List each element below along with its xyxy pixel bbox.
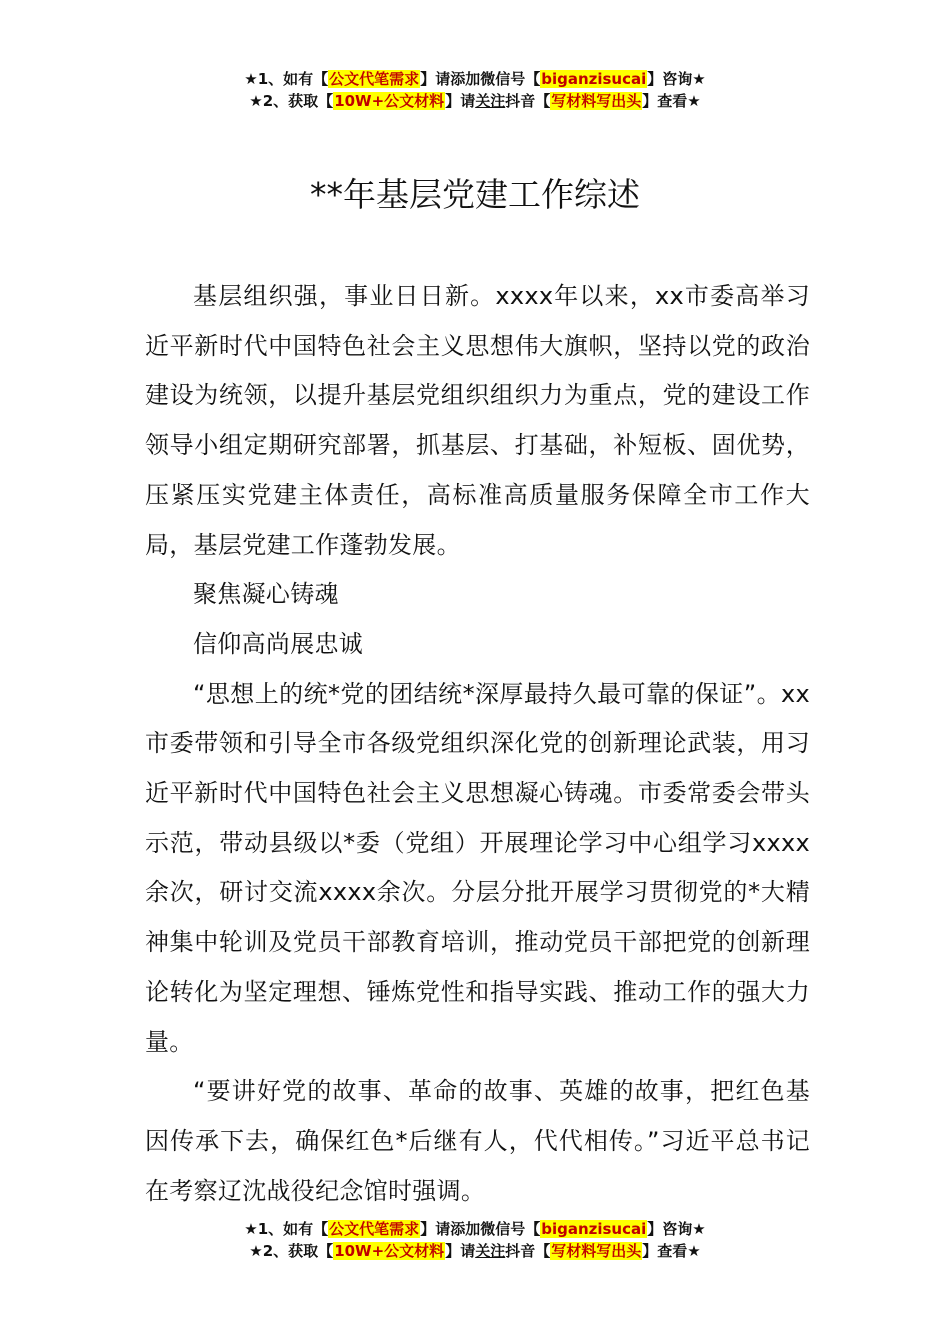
banner-text: 】咨询★ — [647, 70, 706, 88]
banner-text: 】请添加微信号【 — [420, 70, 541, 88]
douyin-highlight: 写材料写出头 — [551, 92, 642, 110]
banner-line-2 — [0, 90, 950, 112]
banner-text: 】查看★ — [642, 92, 701, 110]
banner-text: 】请添加微信号【 — [420, 1220, 541, 1238]
wechat-id-highlight: biganzisucai — [541, 70, 647, 88]
footer-banner — [0, 1218, 950, 1262]
banner-line-1 — [0, 68, 950, 90]
section-heading: 聚焦凝心铸魂 — [193, 580, 339, 609]
subsection-heading: 信仰高尚展忠诚 — [193, 629, 364, 658]
banner-text: 】请 — [445, 92, 476, 110]
douyin-highlight: 写材料写出头 — [551, 1242, 642, 1260]
banner-text: 】查看★ — [642, 1242, 701, 1260]
document-title: **年基层党建工作综述 — [310, 175, 640, 214]
paragraph-red-gene: “要讲好党的故事、革命的故事、英雄的故事，把红色基因传承下去，确保红色*后继有人，代代相传。”习近平总书记在考察辽沈战役纪念馆时强调。 — [145, 1077, 810, 1205]
banner-line-1 — [0, 1218, 950, 1240]
header-banner — [0, 68, 950, 112]
banner-underlined: 关注 — [475, 1242, 506, 1260]
banner-text: 抖音【 — [505, 1242, 551, 1260]
banner-text: ★1、如有【 — [244, 70, 329, 88]
banner-text: ★2、获取【 — [249, 92, 334, 110]
banner-line-2 — [0, 1240, 950, 1262]
banner-text: ★1、如有【 — [244, 1220, 329, 1238]
banner-highlight: 公文代笔需求 — [329, 1220, 420, 1238]
banner-highlight: 10W+公文材料 — [334, 92, 445, 110]
wechat-id-highlight: biganzisucai — [541, 1220, 647, 1238]
banner-text: ★2、获取【 — [249, 1242, 334, 1260]
paragraph-theory: “思想上的统*党的团结统*深厚最持久最可靠的保证”。xx市委带领和引导全市各级党组织深化党的创新理论武装，用习近平新时代中国特色社会主义思想凝心铸魂。市委常委会带头示范，带动县级以*委（党组）开展理论学习中心组学习xxxx余次，研讨交流xxxx余次。分层分批开展学习贯彻党的*大精神集中轮训及党员干部教育培训，推动党员干部把党的创新理论转化为坚定理想、锤炼党性和指导实践、推动工作的强大力量。 — [145, 679, 810, 1056]
paragraph-intro: 基层组织强，事业日日新。xxxx年以来，xx市委高举习近平新时代中国特色社会主义思想伟大旗帜，坚持以党的政治建设为统领，以提升基层党组织组织力为重点，党的建设工作领导小组定期研究部署，抓基层、打基础，补短板、固优势，压紧压实党建主体责任，高标准高质量服务保障全市工作大局，基层党建工作蓬勃发展。 — [145, 282, 810, 559]
banner-text: 抖音【 — [505, 92, 551, 110]
banner-text: 】请 — [445, 1242, 476, 1260]
document-body — [145, 272, 810, 1216]
banner-underlined: 关注 — [475, 92, 506, 110]
banner-highlight: 公文代笔需求 — [329, 70, 420, 88]
banner-highlight: 10W+公文材料 — [334, 1242, 445, 1260]
banner-text: 】咨询★ — [647, 1220, 706, 1238]
